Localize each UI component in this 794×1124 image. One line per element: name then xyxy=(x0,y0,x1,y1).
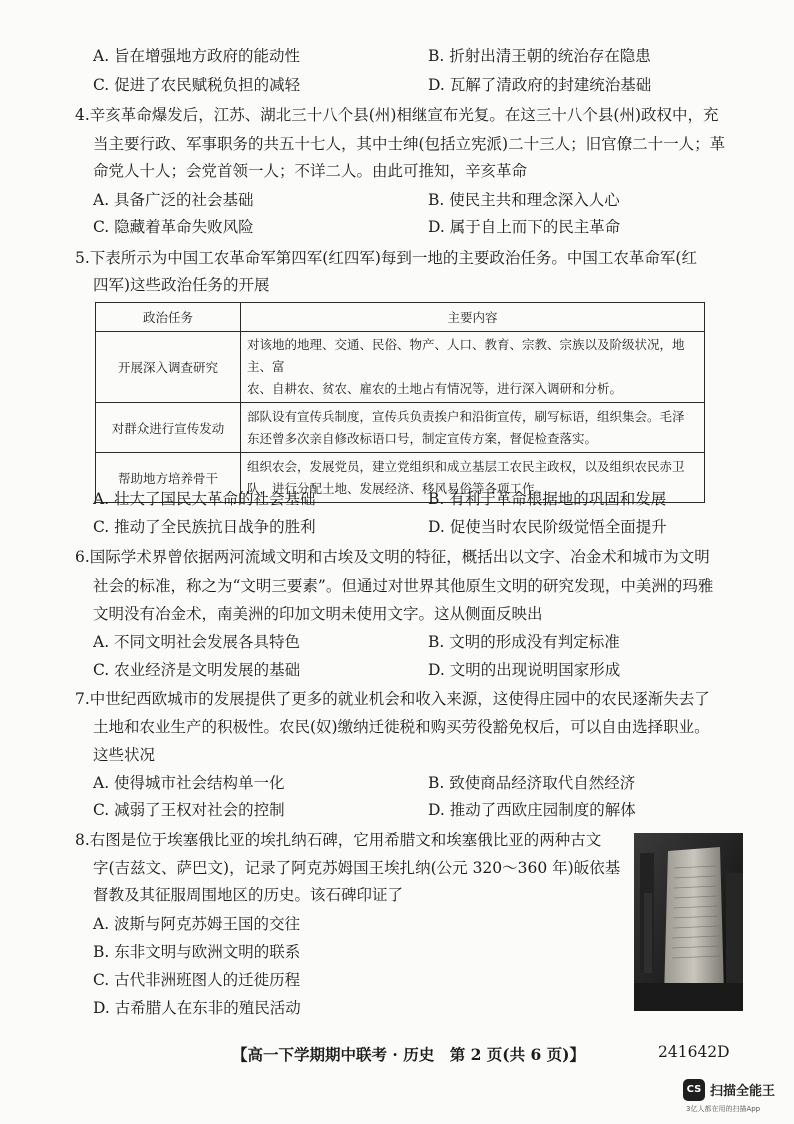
q6-stem-line-3: 文明没有冶金术，南美洲的印加文明未使用文字。这从侧面反映出 xyxy=(93,605,543,623)
q4-stem-line-1: 4.辛亥革命爆发后，江苏、湖北三十八个县(州)相继宣布光复。在这三十八个县(州)政权中，充 xyxy=(75,106,719,124)
q8-number: 8. xyxy=(75,831,90,849)
q6-option-a: A. 不同文明社会发展各具特色 xyxy=(93,633,301,651)
table-header-row xyxy=(96,303,705,332)
q6-number: 6. xyxy=(75,548,90,566)
table-header-task: 政治任务 xyxy=(96,303,241,332)
q5-stem-line-2: 四军)这些政治任务的开展 xyxy=(93,276,270,294)
table-cell-content: 对该地的地理、交通、民俗、物产、人口、教育、宗教、宗族以及阶级状况，地主、富 农、自耕农、贫农、雇农的土地占有情况等，进行深入调研和分析。 xyxy=(241,332,705,403)
q7-option-a: A. 使得城市社会结构单一化 xyxy=(93,774,285,792)
table-cell-task: 帮助地方培养骨干 xyxy=(96,453,241,503)
q3-option-a: A. 旨在增强地方政府的能动性 xyxy=(93,47,301,65)
q8-option-a: A. 波斯与阿克苏姆王国的交往 xyxy=(93,915,301,933)
q7-stem-line-2: 土地和农业生产的积极性。农民(奴)缴纳迁徙税和购买劳役豁免权后，可以自由选择职业。 xyxy=(93,718,710,736)
stele-image xyxy=(634,833,743,1011)
table-row xyxy=(96,332,705,403)
q5-option-b: B. 有利于革命根据地的巩固和发展 xyxy=(428,490,667,508)
q5-option-d: D. 促使当时农民阶级觉悟全面提升 xyxy=(428,518,667,536)
watermark-subtitle: 3亿人都在用的扫描App xyxy=(686,1105,761,1113)
camscanner-logo-icon: CS xyxy=(683,1079,705,1101)
watermark-name: 扫描全能王 xyxy=(710,1084,776,1099)
q6-stem-line-2: 社会的标准，称之为“文明三要素”。但通过对世界其他原生文明的研究发现，中美洲的玛雅 xyxy=(93,577,714,595)
q6-option-b: B. 文明的形成没有判定标准 xyxy=(428,633,620,651)
q4-option-c: C. 隐藏着革命失败风险 xyxy=(93,218,254,236)
q3-option-d: D. 瓦解了清政府的封建统治基础 xyxy=(428,76,652,94)
scanner-watermark xyxy=(683,1077,793,1117)
q6-option-d: D. 文明的出现说明国家形成 xyxy=(428,661,621,679)
q6-option-c: C. 农业经济是文明发展的基础 xyxy=(93,661,301,679)
table-cell-task: 开展深入调查研究 xyxy=(96,332,241,403)
q5-table xyxy=(95,302,705,503)
q5-number: 5. xyxy=(75,249,90,267)
q8-option-b: B. 东非文明与欧洲文明的联系 xyxy=(93,943,301,961)
q3-option-c: C. 促进了农民赋税负担的减轻 xyxy=(93,76,301,94)
q6-stem-line-1: 6.国际学术界曾依据两河流域文明和古埃及文明的特征，概括出以文字、冶金术和城市为文明 xyxy=(75,548,710,566)
q7-stem-line-1: 7.中世纪西欧城市的发展提供了更多的就业机会和收入来源，这使得庄园中的农民逐渐失去了 xyxy=(75,690,710,708)
table-row xyxy=(96,403,705,453)
q4-option-b: B. 使民主共和理念深入人心 xyxy=(428,191,620,209)
q7-number: 7. xyxy=(75,690,90,708)
q8-option-d: D. 古希腊人在东非的殖民活动 xyxy=(93,999,301,1017)
q5-option-a: A. 壮大了国民大革命的社会基础 xyxy=(93,490,316,508)
q3-option-b: B. 折射出清王朝的统治存在隐患 xyxy=(428,47,651,65)
table-cell-task: 对群众进行宣传发动 xyxy=(96,403,241,453)
q8-stem-line-2: 字(吉兹文、萨巴文)，记录了阿克苏姆国王埃扎纳(公元 320～360 年)皈依基 xyxy=(93,859,621,877)
page-footer xyxy=(0,1043,794,1067)
q7-stem-line-3: 这些状况 xyxy=(93,746,156,764)
q4-number: 4. xyxy=(75,106,90,124)
footer-title: 【高一下学期期中联考 · 历史 第 2 页(共 6 页)】 xyxy=(232,1045,586,1064)
q7-option-c: C. 减弱了王权对社会的控制 xyxy=(93,801,285,819)
q8-stem-line-1: 8.右图是位于埃塞俄比亚的埃扎纳石碑，它用希腊文和埃塞俄比亚的两种古文 xyxy=(75,831,602,849)
q5-stem-line-1: 5.下表所示为中国工农革命军第四军(红四军)每到一地的主要政治任务。中国工农革命军(红 xyxy=(75,249,697,267)
table-cell-content: 部队设有宣传兵制度，宣传兵负责挨户和沿街宣传，刷写标语，组织集会。毛泽 东还曾多次亲自修改标语口号，制定宣传方案，督促检查落实。 xyxy=(241,403,705,453)
q4-stem-line-2: 当主要行政、军事职务的共五十七人，其中士绅(包括立宪派)二十三人；旧官僚二十一人；革 xyxy=(93,135,726,153)
q8-option-c: C. 古代非洲班图人的迁徙历程 xyxy=(93,971,301,989)
q4-stem-line-3: 命党人十人；会党首领一人；不详二人。由此可推知，辛亥革命 xyxy=(93,162,528,180)
footer-code: 241642D xyxy=(658,1043,730,1061)
q8-stem-line-3: 督教及其征服周围地区的历史。该石碑印证了 xyxy=(93,886,404,904)
q7-option-d: D. 推动了西欧庄园制度的解体 xyxy=(428,801,636,819)
q4-option-a: A. 具备广泛的社会基础 xyxy=(93,191,254,209)
table-header-content: 主要内容 xyxy=(241,303,705,332)
ezana-stele-photo xyxy=(634,833,743,1011)
q7-option-b: B. 致使商品经济取代自然经济 xyxy=(428,774,636,792)
q4-option-d: D. 属于自上而下的民主革命 xyxy=(428,218,621,236)
table-cell-content: 组织农会，发展党员，建立党组织和成立基层工农民主政权，以及组织农民赤卫 队，进行分配土地、发展经济、移风易俗等各项工作。 xyxy=(241,453,705,503)
q5-option-c: C. 推动了全民族抗日战争的胜利 xyxy=(93,518,316,536)
